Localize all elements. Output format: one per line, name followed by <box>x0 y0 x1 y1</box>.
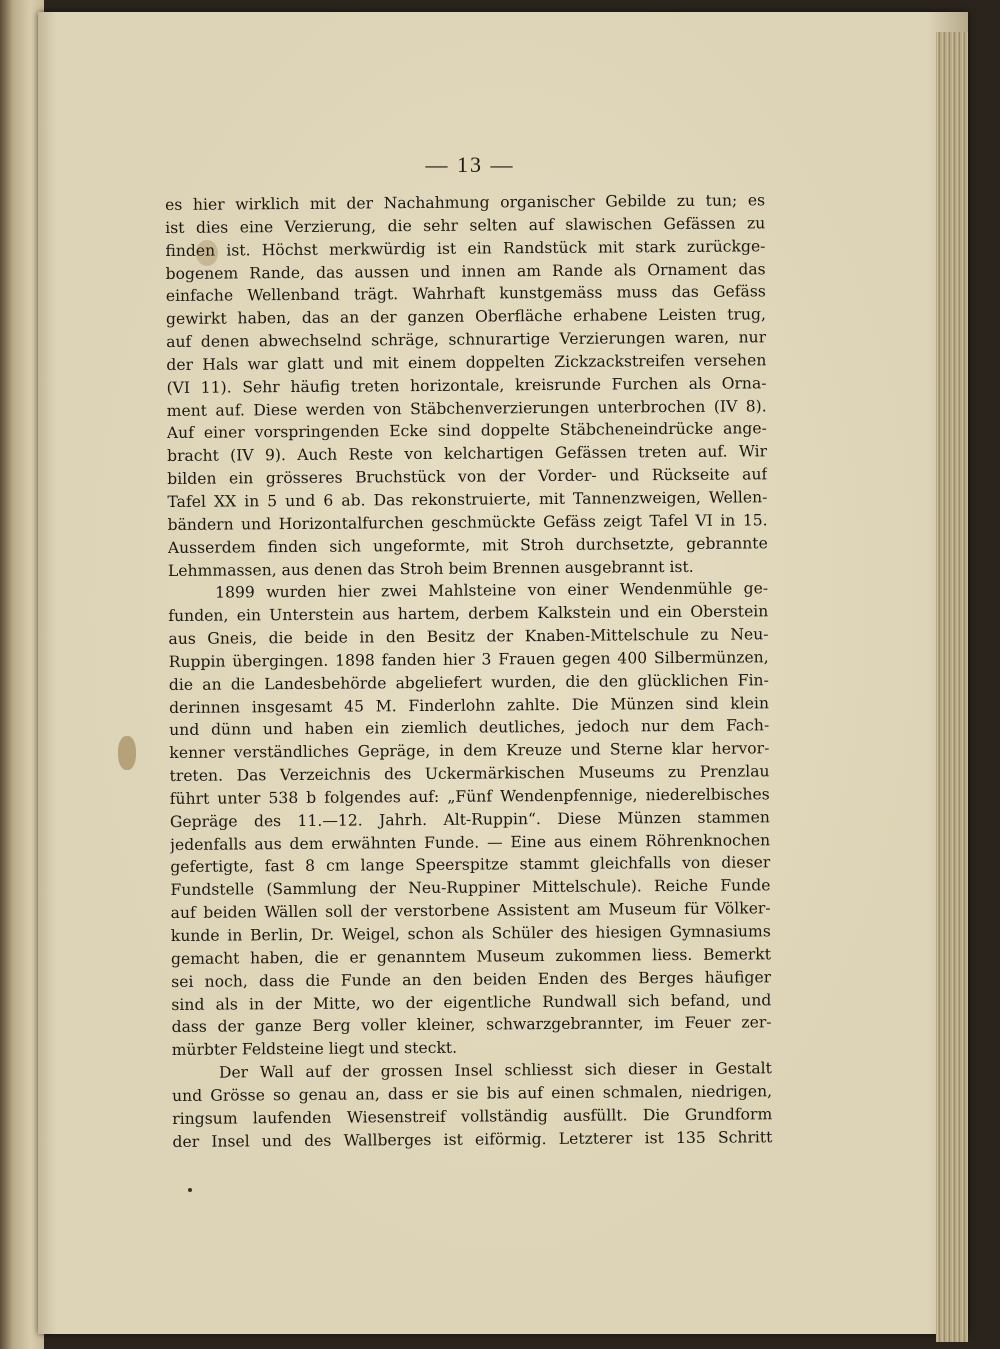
text-line: einfache Wellenband trägt. Wahrhaft kunstgemäss muss das Gefäss <box>165 282 766 306</box>
text-line: (VI 11). Sehr häufig treten horizontale, kreisrunde Furchen als Orna- <box>166 374 767 397</box>
text-line: ist dies eine Verzierung, die sehr selten auf slawischen Gefässen zu <box>165 214 766 237</box>
page-stack-edge <box>936 32 968 1342</box>
text-line: kunde in Berlin, Dr. Weigel, schon als Schüler des hiesigen Gymnasiums <box>170 922 771 945</box>
text-line: derinnen insgesamt 45 M. Finderlohn zahlte. Die Münzen sind klein <box>168 693 770 717</box>
text-line: Ausserdem finden sich ungeformte, mit Stroh durchsetzte, gebrannte <box>167 533 768 557</box>
ink-dot <box>188 1188 192 1192</box>
text-line: 1899 wurden hier zwei Mahlsteine von einer Wendenmühle ge- <box>215 579 769 602</box>
text-line: der Insel und des Wallberges ist eiförmig. Letzterer ist 135 Schritt <box>172 1127 773 1151</box>
text-line: der Hals war glatt und mit einem doppelten Zickzackstreifen versehen <box>166 351 767 374</box>
text-line: bracht (IV 9). Auch Reste von kelchartigen Gefässen treten auf. Wir <box>166 442 768 466</box>
text-line: gemacht haben, die er genanntem Museum zukommen liess. Bemerkt <box>170 945 772 968</box>
text-line: Gepräge des 11.—12. Jahrh. Alt-Ruppin“. Diese Münzen stammen <box>169 808 770 831</box>
text-line: führt unter 538 b folgendes auf: „Fünf Wendenpfennige, niederelbisches <box>169 785 770 808</box>
text-line: mürbter Feldsteine liegt und steckt. <box>171 1038 458 1060</box>
text-line: finden ist. Höchst merkwürdig ist ein Randstück mit stark zurückge- <box>165 236 766 260</box>
text-line: jedenfalls aus dem erwähnten Funde. — Eine aus einem Röhrenknochen <box>170 830 771 854</box>
text-line: bogenem Rande, das aussen und innen am Rande als Ornament das <box>165 259 766 283</box>
text-line: bilden ein grösseres Bruchstück von der Vorder- und Rückseite auf <box>167 465 768 489</box>
text-line: auf beiden Wällen soll der verstorbene Assistent am Museum für Völker- <box>170 899 771 923</box>
text-line: und dünn und haben ein ziemlich deutliches, jedoch nur dem Fach- <box>169 716 770 740</box>
text-line: und Grösse so genau an, dass er sie bis auf einen schmalen, niedrigen, <box>172 1082 773 1105</box>
text-line: sei noch, dass die Funde an den beiden Enden des Berges häufiger <box>171 967 772 991</box>
text-line: Lehmmassen, aus denen das Stroh beim Brennen ausgebrannt ist. <box>167 557 694 580</box>
text-line: die an die Landesbehörde abgeliefert wurden, die den glücklichen Fin- <box>168 670 769 694</box>
paper-stain <box>118 736 136 770</box>
text-line: Ruppin übergingen. 1898 fanden hier 3 Frauen gegen 400 Silbermünzen, <box>168 648 769 671</box>
text-line: aus Gneis, die beide in den Besitz der Knaben-Mittelschule zu Neu- <box>168 625 769 649</box>
text-line: Der Wall auf der grossen Insel schliesst sich dieser in Gestalt <box>218 1059 772 1082</box>
text-line: funden, ein Unterstein aus hartem, derbem Kalkstein und ein Oberstein <box>168 602 769 626</box>
text-line: ment auf. Diese werden von Stäbchenverzierungen unterbrochen (IV 8). <box>166 396 767 420</box>
text-line: bändern und Horizontalfurchen geschmückte Gefäss zeigt Tafel VI in 15. <box>167 511 768 534</box>
text-line: Tafel XX in 5 und 6 ab. Das rekonstruierte, mit Tannenzweigen, Wellen- <box>167 488 768 511</box>
text-line: dass der ganze Berg voller kleiner, schwarzgebrannter, im Feuer zer- <box>171 1013 772 1037</box>
page-number: — 13 — <box>425 152 515 177</box>
text-line: ringsum laufenden Wiesenstreif vollständig ausfüllt. Die Grundform <box>172 1105 773 1128</box>
body-text <box>165 189 773 1153</box>
text-line: treten. Das Verzeichnis des Uckermärkischen Museums zu Prenzlau <box>169 762 770 786</box>
text-line: kenner verständliches Gepräge, in dem Kreuze und Sterne klar hervor- <box>169 739 770 763</box>
text-line: Fundstelle (Sammlung der Neu-Ruppiner Mittelschule). Reiche Funde <box>170 876 771 900</box>
text-line: Auf einer vorspringenden Ecke sind doppelte Stäbcheneindrücke ange- <box>166 419 767 443</box>
text-line: sind als in der Mitte, wo der eigentliche Rundwall sich befand, und <box>171 990 772 1014</box>
text-line: gewirkt haben, das an der ganzen Oberfläche erhabene Leisten trug, <box>165 305 767 329</box>
text-line: gefertigte, fast 8 cm lange Speerspitze stammt gleichfalls von dieser <box>170 853 771 877</box>
text-line: es hier wirklich mit der Nachahmung organischer Gebilde zu tun; es <box>165 191 766 214</box>
text-line: auf denen abwechselnd schräge, schnurartige Verzierungen waren, nur <box>166 328 767 352</box>
